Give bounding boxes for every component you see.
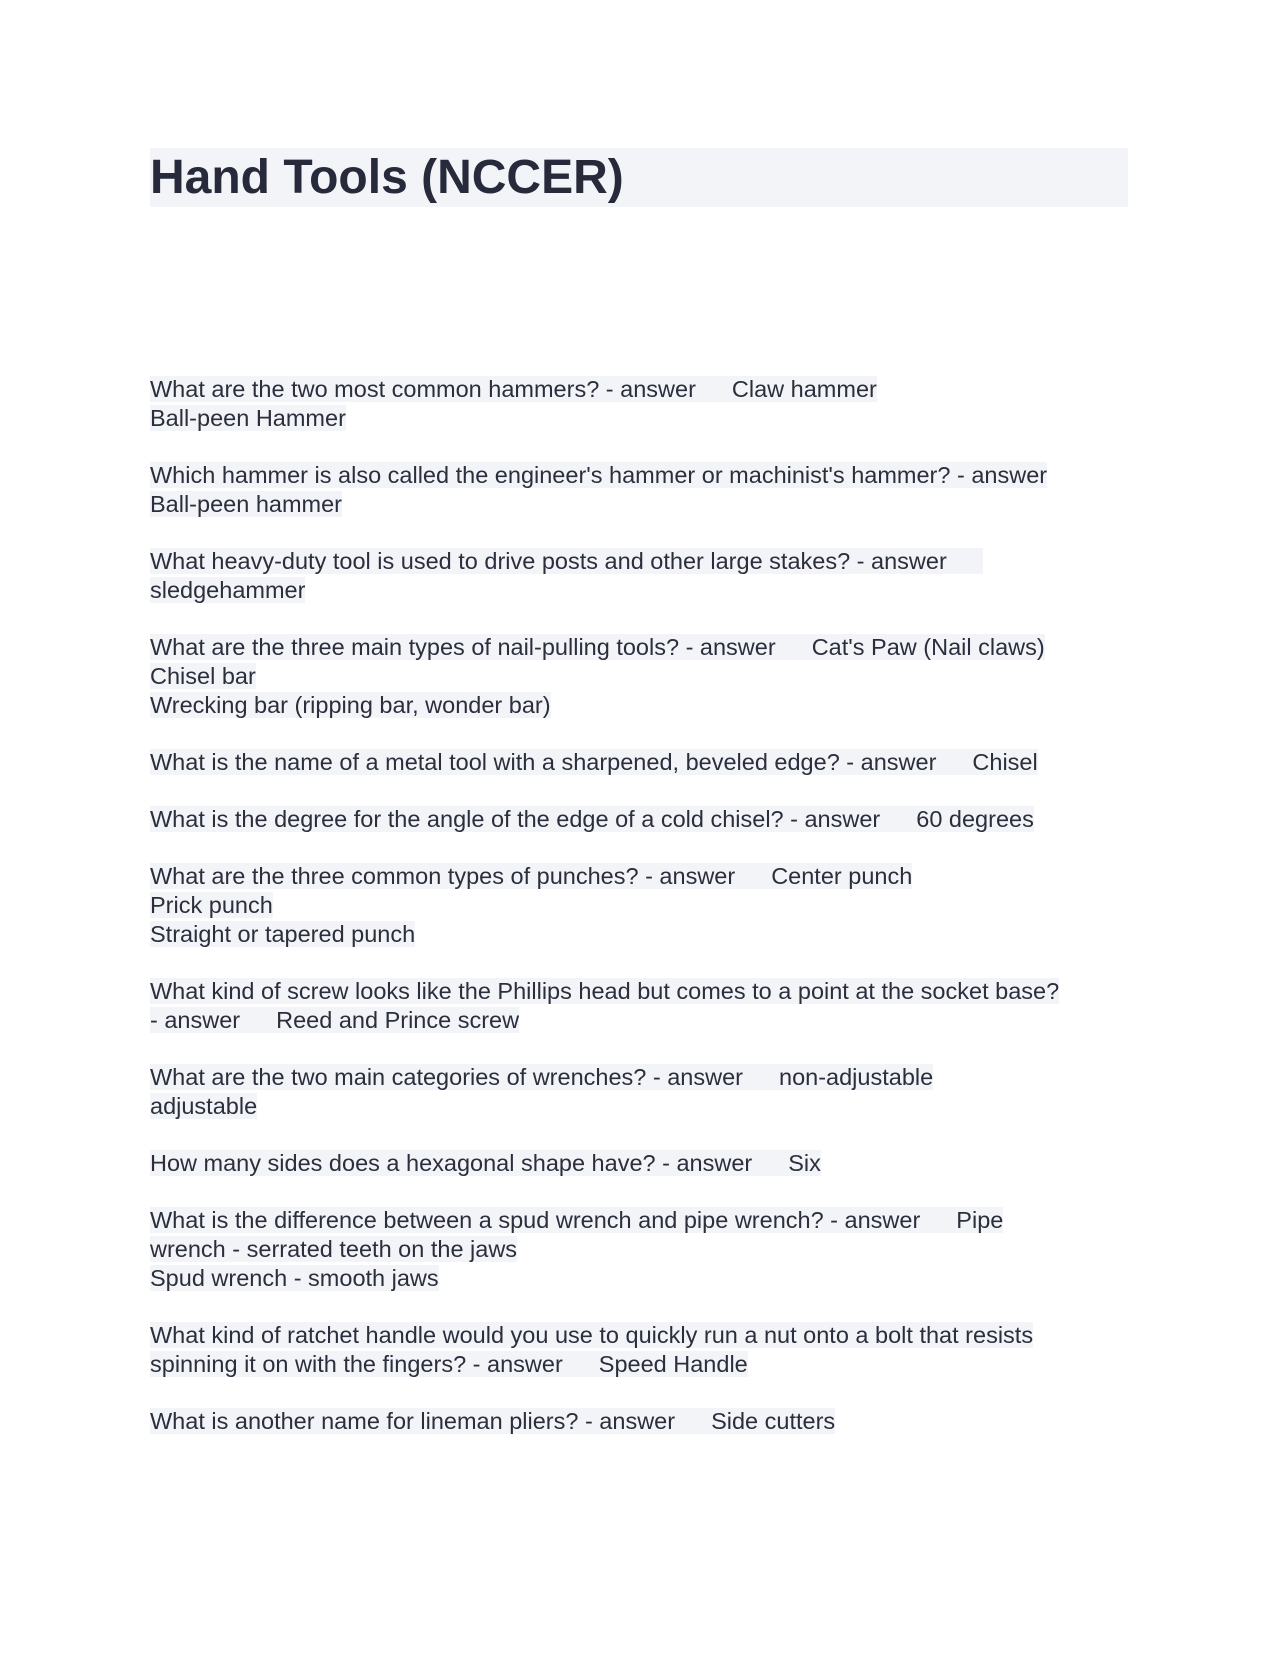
question-text: What is the name of a metal tool with a sharpened, beveled edge? - answer [150,749,937,775]
question-text: What is another name for lineman pliers? - answer [150,1408,676,1434]
answer-text: non-adjustable [779,1064,934,1090]
answer-text: 60 degrees [916,806,1034,832]
answer-text: Chisel bar [150,663,256,689]
question-text: What heavy-duty tool is used to drive posts and other large stakes? - answer [150,548,947,574]
qa-list [150,375,1128,1436]
answer-text: Reed and Prince screw [276,1007,520,1033]
question-text: spinning it on with the fingers? - answer [150,1351,563,1377]
question-text: What is the degree for the angle of the edge of a cold chisel? - answer [150,806,881,832]
answer-text: wrench - serrated teeth on the jaws [150,1236,518,1262]
answer-text: Side cutters [711,1408,836,1434]
answer-text: Ball-peen hammer [150,491,343,517]
answer-text: sledgehammer [150,577,306,603]
answer-text: Spud wrench - smooth jaws [150,1265,439,1291]
page-title: Hand Tools (NCCER) [150,148,1128,207]
answer-text: Claw hammer [731,376,877,402]
qa-item [150,862,1128,949]
answer-text: Chisel [972,749,1038,775]
qa-item [150,1206,1128,1293]
question-text: - answer [150,1007,241,1033]
qa-item [150,633,1128,720]
qa-item [150,461,1128,519]
answer-text: Center punch [771,863,913,889]
qa-item [150,1407,1128,1436]
question-text: What are the two main categories of wrenches? - answer [150,1064,743,1090]
qa-item [150,748,1128,777]
qa-item [150,1321,1128,1379]
answer-text: Cat's Paw (Nail claws) [811,634,1045,660]
answer-text: Wrecking bar (ripping bar, wonder bar) [150,692,551,718]
answer-text: Straight or tapered punch [150,921,416,947]
document-page [150,148,1128,1464]
question-text: What kind of ratchet handle would you use to quickly run a nut onto a bolt that resists [150,1322,1034,1348]
answer-text: Prick punch [150,892,273,918]
answer-text: Pipe [956,1207,1004,1233]
answer-text: Speed Handle [598,1351,748,1377]
question-text: What are the three main types of nail-pulling tools? - answer [150,634,776,660]
qa-item [150,375,1128,433]
question-text: What is the difference between a spud wrench and pipe wrench? - answer [150,1207,921,1233]
qa-item [150,547,1128,605]
question-text: Which hammer is also called the engineer's hammer or machinist's hammer? - answer [150,462,1048,488]
answer-text: Six [788,1150,821,1176]
answer-text: adjustable [150,1093,258,1119]
qa-item [150,977,1128,1035]
question-text: What are the two most common hammers? - answer [150,376,696,402]
answer-text: Ball-peen Hammer [150,405,346,431]
question-text: What kind of screw looks like the Phillips head but comes to a point at the socket base? [150,978,1060,1004]
qa-item [150,805,1128,834]
qa-item [150,1063,1128,1121]
question-text: How many sides does a hexagonal shape have? - answer [150,1150,753,1176]
qa-item [150,1149,1128,1178]
question-text: What are the three common types of punches? - answer [150,863,736,889]
